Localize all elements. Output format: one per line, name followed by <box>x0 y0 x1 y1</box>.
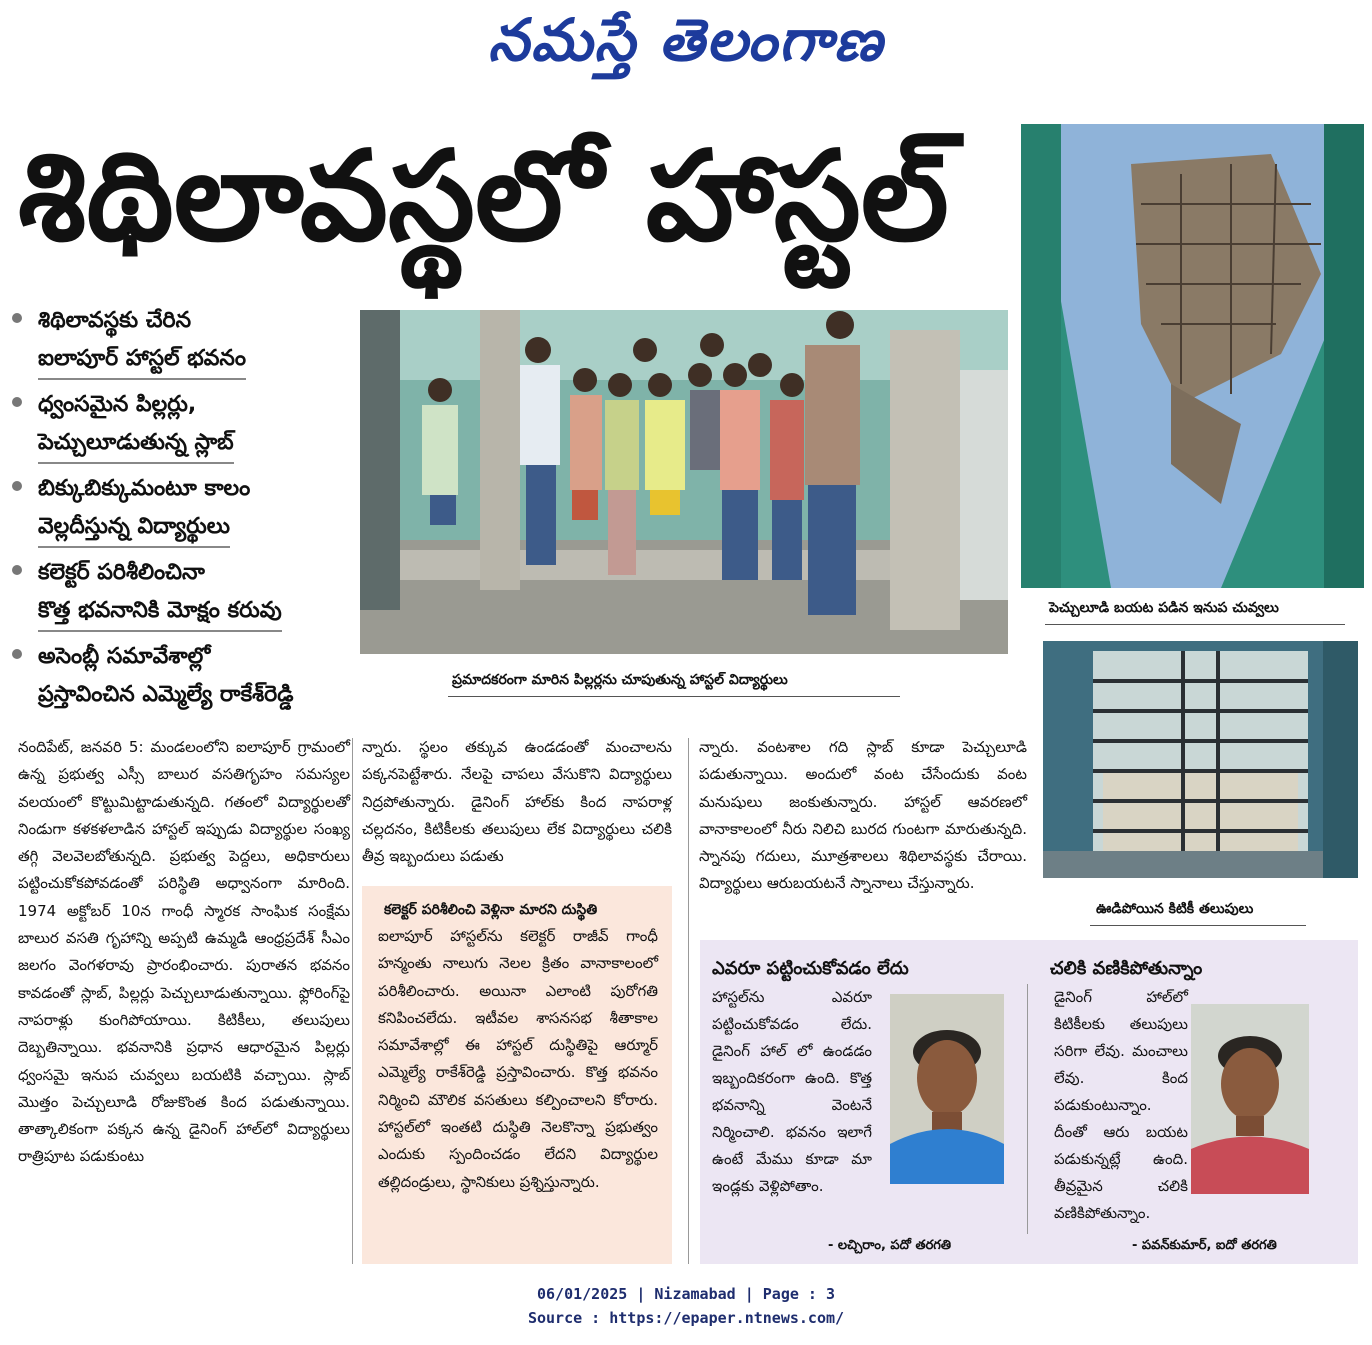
article-column-2: న్నారు. స్థలం తక్కువ ఉండడంతో మంచాలను పక్కనపెట్టేశారు. నేలపై చాపలు వేసుకొని విద్యార్థులు నిద్రపోతున్నారు. డైనింగ్ హాల్‌కు కింద నాపరాళ్ల చల్లదనం, కిటికీలకు తలుపులు లేక విద్యార్థులు చలికి తీవ్ర ఇబ్బందులు పడుతు <box>362 738 672 866</box>
bullet-dot-icon <box>12 313 22 323</box>
ceiling-photo-graphic <box>1021 124 1364 588</box>
bullet-line: కొత్త భవనానికి మోక్షం కరువు <box>38 592 282 632</box>
bullet-line: ప్రస్తావించిన ఎమ్మెల్యే రాకేశ్‌రెడ్డి <box>38 682 294 707</box>
quote-signature: - లచ్చిరాం, పదో తరగతి <box>828 1238 952 1253</box>
window-photo-caption: ఊడిపోయిన కిటికీ తలుపులు <box>1096 901 1254 917</box>
footer-edition-info: 06/01/2025 | Nizamabad | Page : 3 <box>536 1285 835 1303</box>
portrait-graphic <box>1191 1004 1309 1194</box>
bullet-dot-icon <box>12 565 22 575</box>
bullet-item <box>8 470 353 548</box>
highlight-bullets <box>8 302 353 720</box>
portrait-graphic <box>890 994 1004 1184</box>
bullet-dot-icon <box>12 397 22 407</box>
article-column-3: న్నారు. వంటశాల గది స్లాబ్ కూడా పెచ్చులూడి పడుతున్నాయి. అందులో వంట చేసేందుకు వంట మనుషులు జంకుతున్నారు. హాస్టల్ ఆవరణలో వానాకాలంలో నీరు నిలిచి బురద గుంటగా మారుతున్నది. స్నానపు గదులు, మూత్రశాలలు శిథిలావస్థకు చేరాయి. విద్యార్థులు ఆరుబయటనే స్నానాలు చేస్తున్నారు. <box>699 738 1027 893</box>
bullet-line: కలెక్టర్ పరిశీలించినా <box>38 560 205 585</box>
bullet-line: వెల్లదీస్తున్న విద్యార్థులు <box>38 508 230 548</box>
student-quotes-box <box>700 940 1358 1264</box>
caption-underline <box>1045 624 1345 625</box>
column-divider <box>352 738 353 1264</box>
footer-source-link[interactable]: Source : https://epaper.ntnews.com/ <box>527 1309 845 1327</box>
quote-divider <box>1027 984 1028 1234</box>
masthead-title: నమస్తే తెలంగాణ <box>488 6 884 74</box>
sidebox-heading: కలెక్టర్ పరిశీలించి వెళ్లినా మారని దుస్థితి <box>384 902 598 918</box>
bullet-line: ధ్వంసమైన పిల్లర్లు, <box>38 392 197 417</box>
sidebox-text: ఐలాపూర్ హాస్టల్‌ను కలెక్టర్ రాజీవ్ గాంధీ హన్మంతు నాలుగు నెలల క్రితం వానాకాలంలో పరిశీలించారు. అయినా ఎలాంటి పురోగతి కనిపించలేదు. ఇటీవల శాసనసభ శీతాకాల సమావేశాల్లో ఈ హాస్టల్ దుస్థితిపై ఆర్మూర్ ఎమ్మెల్యే రాకేశ్‌రెడ్డి ప్రస్తావించారు. కొత్త భవనం నిర్మించి మౌలిక వసతులు కల్పించాలని కోరారు. హాస్టల్‌లో ఇంతటి దుస్థితి నెలకొన్నా ప్రభుత్వం ఎందుకు స్పందించడం లేదని విద్యార్థుల తల్లిదండ్రులు, స్థానికులు ప్రశ్నిస్తున్నారు. <box>378 927 658 1191</box>
bullet-item <box>8 638 353 714</box>
broken-window-photo <box>1043 641 1358 878</box>
quote-text: డైనింగ్ హాల్‌లో కిటికీలకు తలుపులు సరిగా లేవు. మంచాలు లేవు. కింద పడుకుంటున్నాం. దీంతో ఆరు బయట పడుకున్నట్లే ఉంది. తీవ్రమైన చలికి వణికిపోతున్నాం. <box>1054 988 1188 1222</box>
collector-sidebox <box>362 886 672 1264</box>
newspaper-masthead <box>0 0 1372 86</box>
student-portrait-photo <box>1191 1004 1309 1194</box>
student-portrait-photo <box>890 994 1004 1184</box>
article-headline: శిథిలావస్థలో హాస్టల్ <box>18 125 949 269</box>
main-photo-caption: ప్రమాదకరంగా మారిన పిల్లర్లను చూపుతున్న హాస్టల్ విద్యార్థులు <box>452 672 788 688</box>
bullet-item <box>8 386 353 464</box>
caption-underline <box>1090 925 1306 926</box>
article-column-1: నందిపేట్, జనవరి 5: మండలంలోని ఐలాపూర్ గ్రామంలో ఉన్న ప్రభుత్వ ఎస్సీ బాలుర వసతిగృహం సమస్యల వలయంలో కొట్టుమిట్టాడుతున్నది. గతంలో విద్యార్థులతో నిండుగా కళకళలాడిన హాస్టల్ ఇప్పుడు విద్యార్థుల సంఖ్య తగ్గి వెలవెలబోతున్నది. ప్రభుత్వ పెద్దలు, అధికారులు పట్టించుకోకపోవడంతో పరిస్థితి అధ్వానంగా మారింది. 1974 అక్టోబర్ 10న గాంధీ స్మారక సాంఘిక సంక్షేమ బాలుర వసతి గృహాన్ని అప్పటి ఉమ్మడి ఆంధ్రప్రదేశ్ సీఎం జలగం వెంగళరావు ప్రారంభించారు. పురాతన భవనం కావడంతో స్లాబ్, పిల్లర్లు పెచ్చులూడుతున్నాయి. ఫ్లోరింగ్‌పై నాపరాళ్లు కుంగిపోయాయి. కిటికీలు, తలుపులు దెబ్బతిన్నాయి. భవనానికి ప్రధాన ఆధారమైన పిల్లర్లు ధ్వంసమై ఇనుప చువ్వలు బయటికి వచ్చాయి. స్లాబ్ మొత్తం పెచ్చులూడి రోజుకొంత కింద పడుతున్నాయి. తాత్కాలికంగా పక్కన ఉన్న డైనింగ్ హాల్‌లో విద్యార్థులు రాత్రిపూట పడుకుంటు <box>18 738 350 1166</box>
bullet-dot-icon <box>12 481 22 491</box>
column-divider <box>688 738 689 1264</box>
bullet-line: బిక్కుబిక్కుమంటూ కాలం <box>38 476 251 501</box>
damaged-ceiling-photo <box>1021 124 1364 588</box>
ceiling-photo-caption: పెచ్చులూడి బయట పడిన ఇనుప చువ్వలు <box>1049 600 1279 616</box>
window-photo-graphic <box>1043 641 1358 878</box>
quote-heading: చలికి వణికిపోతున్నాం <box>1050 958 1203 979</box>
quote-signature: - పవన్‌కుమార్, ఐదో తరగతి <box>1132 1238 1277 1253</box>
quote-heading: ఎవరూ పట్టించుకోవడం లేదు <box>712 958 909 979</box>
bullet-item <box>8 554 353 632</box>
students-photo-graphic <box>360 310 1008 654</box>
bullet-line: పెచ్చులూడుతున్న స్లాబ్ <box>38 424 234 464</box>
bullet-line: అసెంబ్లీ సమావేశాల్లో <box>38 644 211 669</box>
bullet-line: శిథిలావస్థకు చేరిన <box>38 308 192 333</box>
students-group-photo <box>360 310 1008 654</box>
bullet-dot-icon <box>12 649 22 659</box>
quote-text: హాస్టల్‌ను ఎవరూ పట్టించుకోవడం లేదు. డైనింగ్ హాల్ లో ఉండడం ఇబ్బందికరంగా ఉంది. కొత్త భవనాన్ని వెంటనే నిర్మించాలి. భవనం ఇలాగే ఉంటే మేము కూడా మా ఇండ్లకు వెళ్లిపోతాం. <box>712 988 872 1195</box>
bullet-line: ఐలాపూర్ హాస్టల్ భవనం <box>38 340 246 380</box>
bullet-item <box>8 302 353 380</box>
page-footer <box>0 1282 1372 1330</box>
caption-underline <box>448 696 900 697</box>
